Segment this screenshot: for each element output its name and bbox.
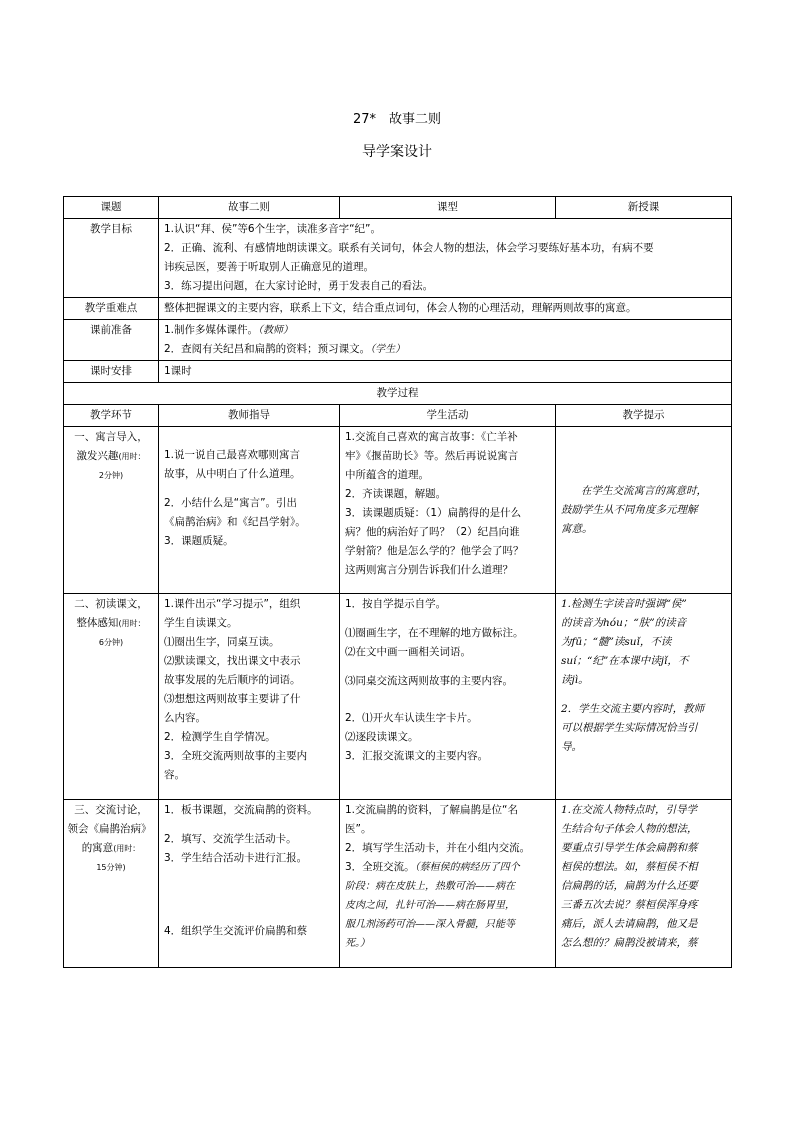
prep-line-2	[164, 340, 726, 359]
hint-line: 的读音为hóu；“肤”的读音	[561, 617, 687, 629]
student-line: 3．汇报交流课文的主要内容。	[345, 750, 489, 762]
key-row	[64, 298, 732, 320]
hint-line: 怎么想的？扁鹊没被请来，蔡	[561, 937, 698, 949]
stage-time: 15分钟)	[96, 863, 126, 872]
header-topic-value: 故事二则	[159, 197, 340, 219]
teacher-line: 故事发展的先后顺序的词语。	[164, 674, 301, 686]
prep-row	[64, 320, 732, 361]
teacher-line: 么内容。	[164, 712, 206, 724]
teacher-line: 2．填写、交流学生活动卡。	[164, 833, 297, 845]
stage-line	[69, 447, 153, 466]
section-2-stage	[64, 594, 159, 800]
hint-line: suí；“纪”在本课中读jǐ，不	[561, 655, 689, 667]
stage-line: 领会《扁鹊治病》	[67, 823, 152, 835]
teacher-line: 1.课件出示“学习提示”，组织	[164, 598, 301, 610]
goals-content	[159, 219, 732, 298]
goal-line: 讳疾忌医，要善于听取别人正确意见的道理。	[164, 261, 374, 273]
process-header-row	[64, 405, 732, 427]
student-line: 牢》《揠苗助长》等。然后再说说寓言	[345, 450, 519, 462]
prep-line-2-text: 2．查阅有关纪昌和扁鹊的资料；预习课文。	[164, 343, 371, 355]
stage-time: (用时：	[118, 452, 146, 461]
hint-line: 三番五次去说？蔡桓侯浑身疼	[561, 899, 698, 911]
stage-line: 一、寓言导入，	[74, 431, 148, 443]
hours-label: 课时安排	[64, 361, 159, 383]
student-line	[345, 858, 550, 877]
student-line: ⑵逐段读课文。	[345, 731, 419, 743]
student-text: 3．全班交流。	[345, 861, 415, 873]
header-type-label: 课型	[340, 197, 556, 219]
header-topic-label: 课题	[64, 197, 159, 219]
header-row	[64, 197, 732, 219]
teacher-line: 《扁鹊治病》和《纪昌学射》。	[164, 516, 306, 528]
teacher-line: 2．检测学生自学情况。	[164, 731, 276, 743]
hint-line: 1.在交流人物特点时，引导学	[561, 804, 698, 816]
section-1-teacher	[159, 427, 340, 594]
section-1-student	[340, 427, 556, 594]
hint-line: 读jì。	[561, 674, 589, 686]
teacher-line: 容。	[164, 769, 185, 781]
teacher-line: 4．组织学生交流评价扁鹊和蔡	[164, 925, 308, 937]
student-line: 中所蕴含的道理。	[345, 469, 429, 481]
stage-text: 整体感知	[76, 617, 119, 629]
student-line: ⑴圈画生字，在不理解的地方做标注。	[345, 627, 524, 639]
section-2-row	[64, 594, 732, 800]
col-stage: 教学环节	[64, 405, 159, 427]
section-3-row	[64, 800, 732, 968]
hours-value: 1课时	[159, 361, 732, 383]
student-line: 医”。	[345, 823, 372, 835]
section-3-stage	[64, 800, 159, 968]
teacher-line: 1．板书课题，交流扁鹊的资料。	[164, 804, 318, 816]
stage-line	[69, 839, 153, 858]
student-note: 阶段：病在皮肤上，热敷可治——病在	[345, 881, 515, 892]
section-2-teacher	[159, 594, 340, 800]
process-title-row	[64, 383, 732, 405]
goals-row	[64, 219, 732, 298]
student-line: 3．读课题质疑：（1）扁鹊得的是什么	[345, 507, 522, 519]
hint-line: 在学生交流寓言的寓意时，	[581, 484, 707, 497]
stage-time: (用时：	[113, 844, 141, 853]
teacher-line: 3．学生结合活动卡进行汇报。	[164, 852, 308, 864]
process-title: 教学过程	[64, 383, 732, 405]
teacher-line: ⑶想想这两则故事主要讲了什	[164, 693, 301, 705]
student-line: 1.交流自己喜欢的寓言故事：《亡羊补	[345, 431, 518, 443]
student-line: ⑵在文中画一画相关词语。	[345, 646, 471, 658]
hint-line: 桓侯的想法。如，蔡桓侯不相	[561, 861, 698, 873]
student-line: 1．按自学提示自学。	[345, 598, 447, 610]
student-line: 1.交流扁鹊的资料，了解扁鹊是位“名	[345, 804, 518, 816]
teacher-line: 3．课题质疑。	[164, 535, 234, 547]
teacher-line: ⑵默读课文，找出课文中表示	[164, 655, 301, 667]
hint-line: 要重点引导学生体会扁鹊和蔡	[561, 842, 698, 854]
goal-line: 3．练习提出问题，在大家讨论时，勇于发表自己的看法。	[164, 280, 434, 292]
hint-line: 鼓励学生从不同角度多元理解	[561, 503, 698, 516]
col-student: 学生活动	[340, 405, 556, 427]
col-hint: 教学提示	[556, 405, 732, 427]
goal-line: 1.认识“拜、侯”等6个生字，读准多音字“纪”。	[164, 223, 381, 235]
prep-line-2-note: （学生）	[370, 344, 406, 355]
goals-label: 教学目标	[64, 219, 159, 298]
prep-line-1	[164, 321, 726, 340]
student-line: 学射箭？他是怎么学的？他学会了吗？	[345, 545, 524, 557]
stage-line: 二、初读课文，	[74, 598, 148, 610]
hint-line: 信扁鹊的话，扁鹊为什么还要	[561, 880, 698, 892]
lesson-plan-table	[63, 196, 732, 968]
hint-line: 生结合句子体会人物的想法，	[561, 823, 698, 835]
hours-row	[64, 361, 732, 383]
student-line: 2．⑴开火车认读生字卡片。	[345, 712, 478, 724]
teacher-line: 3．全班交流两则故事的主要内	[164, 750, 308, 762]
stage-text: 激发兴趣	[76, 450, 119, 462]
stage-line	[69, 614, 153, 633]
hint-line: 导。	[561, 741, 582, 753]
key-text: 整体把握课文的主要内容，联系上下文，结合重点词句，体会人物的心理活动，理解两则故事的寓意。	[164, 302, 637, 314]
page-title: 27* 故事二则	[352, 112, 442, 127]
hint-line: 寓意。	[561, 522, 593, 535]
student-note: 皮肉之间，扎针可治——病在肠胃里，	[345, 900, 515, 911]
student-note: （蔡桓侯的病经历了四个	[414, 862, 520, 873]
hint-line: 1.检测生字读音时强调“侯”	[561, 598, 687, 610]
student-line: ⑶同桌交流这两则故事的主要内容。	[345, 675, 513, 687]
goal-line: 2．正确、流利、有感情地朗读课文。联系有关词句，体会人物的想法，体会学习要练好基本功，有病不要	[164, 242, 654, 254]
section-1-stage	[64, 427, 159, 594]
stage-time: (用时：	[118, 619, 146, 628]
prep-line-1-note: （教师）	[258, 325, 294, 336]
teacher-line: 2．小结什么是“寓言”。引出	[164, 497, 298, 509]
hint-line: 为fū；“髓”读suǐ，不读	[561, 636, 672, 648]
page-subtitle: 导学案设计	[362, 144, 432, 160]
teacher-line: 学生自读课文。	[164, 617, 238, 629]
hint-line: 可以根据学生实际情况恰当引	[561, 722, 698, 734]
prep-content	[159, 320, 732, 361]
section-1-row	[64, 427, 732, 594]
prep-label: 课前准备	[64, 320, 159, 361]
stage-time: 6分钟)	[98, 638, 124, 647]
teacher-line: ⑴圈出生字，同桌互读。	[164, 636, 280, 648]
student-line: 2．齐读课题，解题。	[345, 488, 447, 500]
section-3-student	[340, 800, 556, 968]
stage-time: 2分钟)	[98, 471, 124, 480]
teacher-line: 1.说一说自己最喜欢哪则寓言	[164, 449, 301, 461]
student-note: 服几剂汤药可治——深入骨髓，只能等	[345, 919, 515, 930]
teacher-line: 故事，从中明白了什么道理。	[164, 468, 301, 480]
header-type-value: 新授课	[556, 197, 732, 219]
stage-line: 三、交流讨论，	[74, 804, 148, 816]
section-2-student	[340, 594, 556, 800]
student-line: 病？他的病治好了吗？（2）纪昌向谁	[345, 526, 520, 538]
section-3-teacher	[159, 800, 340, 968]
hint-line: 2．学生交流主要内容时，教师	[561, 703, 705, 715]
section-1-hint	[556, 427, 732, 594]
key-label: 教学重难点	[64, 298, 159, 320]
student-line: 2．填写学生活动卡，并在小组内交流。	[345, 842, 531, 854]
key-content	[159, 298, 732, 320]
student-line: 这两则寓言分别告诉我们什么道理？	[345, 564, 513, 576]
section-2-hint	[556, 594, 732, 800]
hint-line: 痛后，派人去请扁鹊，他又是	[561, 918, 698, 930]
prep-line-1-text: 1.制作多媒体课件。	[164, 324, 259, 336]
col-teacher: 教师指导	[159, 405, 340, 427]
student-note: 死。）	[345, 938, 370, 949]
section-3-hint	[556, 800, 732, 968]
stage-text: 的寓意	[81, 842, 114, 854]
